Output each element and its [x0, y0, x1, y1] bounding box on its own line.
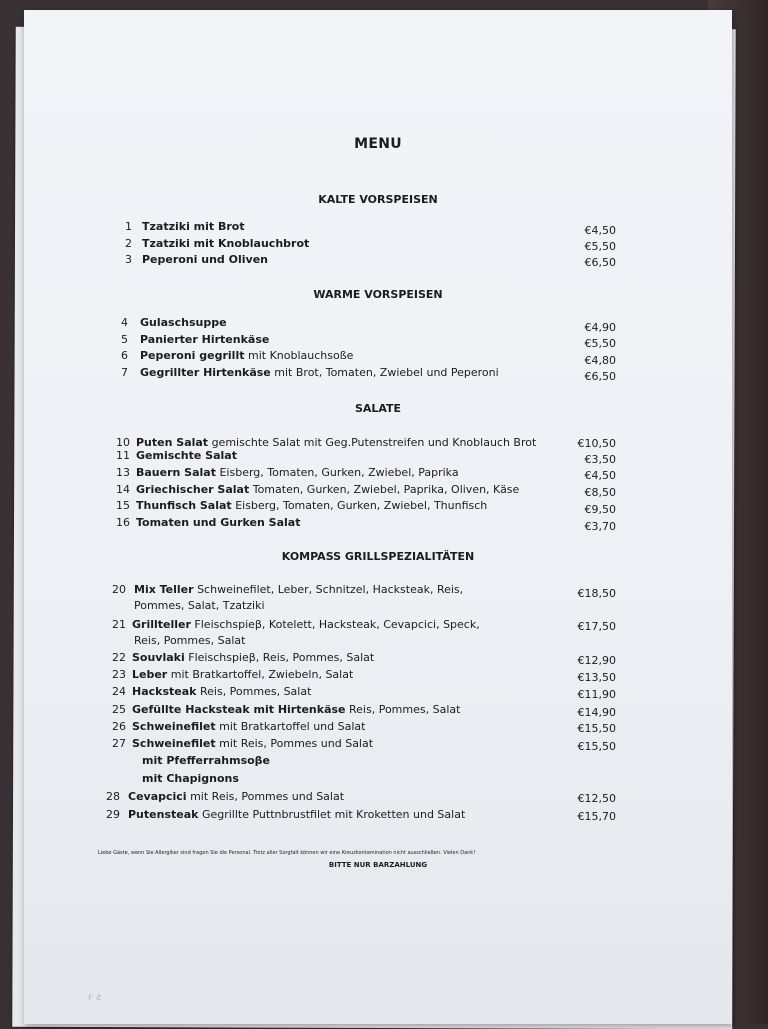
item-number: 7 [121, 366, 128, 379]
item-price: €15,50 [577, 722, 616, 735]
item-description: Eisberg, Tomaten, Gurken, Zwiebel, Paprika [219, 466, 459, 479]
item-number: 28 [106, 790, 120, 803]
item-number: 1 [125, 220, 132, 233]
item-number: 5 [121, 333, 128, 346]
item-description-continued: Pommes, Salat, Tzatziki [134, 599, 265, 612]
item-name: Schweinefilet [132, 737, 216, 750]
section-heading-grillspezialitaeten: KOMPASS GRILLSPEZIALITÄTEN [281, 550, 475, 563]
item-price: €13,50 [577, 671, 616, 684]
item-name: Gegrillter Hirtenkäse [140, 366, 271, 379]
item-name: Cevapcici [128, 790, 187, 803]
item-price: €3,50 [584, 453, 616, 466]
section-heading-kalte-vorspeisen: KALTE VORSPEISEN [318, 193, 438, 206]
item-description: mit Knoblauchsoße [247, 349, 354, 362]
item-number: 3 [125, 253, 132, 266]
item-price: €9,50 [584, 503, 616, 516]
item-number: 10 [116, 436, 130, 449]
item-description: mit Reis, Pommes und Salat [219, 737, 374, 750]
item-description: Fleischspieβ, Reis, Pommes, Salat [188, 651, 375, 664]
item-number: 23 [112, 668, 126, 681]
section-heading-warme-vorspeisen: WARME VORSPEISEN [313, 288, 443, 301]
item-name: Leber [132, 668, 168, 681]
item-description: Reis, Pommes, Salat [349, 703, 461, 716]
item-description: Schweinefilet, Leber, Schnitzel, Hacksteak, Reis, [197, 583, 464, 596]
item-option: mit Chapignons [142, 772, 239, 785]
item-price: €5,50 [584, 337, 616, 350]
payment-note: BITTE NUR BARZAHLUNG [328, 861, 428, 869]
item-price: €18,50 [577, 587, 616, 600]
item-name: Gefüllte Hacksteak mit Hirtenkäse [132, 703, 346, 716]
item-description: Fleischspieβ, Kotelett, Hacksteak, Cevapcici, Speck, [194, 618, 480, 631]
item-number: 24 [112, 685, 126, 698]
item-price: €15,50 [577, 740, 616, 753]
item-number: 11 [116, 449, 130, 462]
item-number: 13 [116, 466, 130, 479]
item-description: Eisberg, Tomaten, Gurken, Zwiebel, Thunfisch [235, 499, 488, 512]
item-price: €15,70 [577, 810, 616, 823]
item-price: €12,50 [577, 792, 616, 805]
item-name: Puten Salat [136, 436, 209, 449]
item-number: 20 [112, 583, 126, 596]
item-price: €3,70 [584, 520, 616, 533]
allergy-note: Liebe Gäste, wenn Sie Allergiker sind fragen Sie die Personal. Trotz aller Sorgfalt können wir eine Kreuzkontamination nicht ausschließen. Vielen Dank! [98, 850, 476, 856]
item-price: €8,50 [584, 486, 616, 499]
item-price: €11,90 [577, 688, 616, 701]
menu-title: MENU [354, 136, 402, 152]
item-number: 27 [112, 737, 126, 750]
item-price: €14,90 [577, 706, 616, 719]
item-price: €4,50 [584, 224, 616, 237]
item-name: Souvlaki [132, 651, 185, 664]
item-price: €17,50 [577, 620, 616, 633]
menu-page [24, 10, 732, 1024]
item-number: 2 [125, 237, 132, 250]
item-price: €6,50 [584, 370, 616, 383]
item-price: €4,90 [584, 321, 616, 334]
item-name: Panierter Hirtenkäse [140, 333, 270, 346]
item-description: Tomaten, Gurken, Zwiebel, Paprika, Oliven, Käse [252, 483, 520, 496]
item-name: Tzatziki mit Knoblauchbrot [142, 237, 310, 250]
item-number: 29 [106, 808, 120, 821]
item-description: mit Reis, Pommes und Salat [190, 790, 345, 803]
item-description: gemischte Salat mit Geg.Putenstreifen und Knoblauch Brot [211, 436, 537, 449]
item-price: €12,90 [577, 654, 616, 667]
item-description: Gegrillte Puttnbrustfilet mit Kroketten und Salat [201, 808, 466, 821]
item-name: Peperoni und Oliven [142, 253, 268, 266]
item-name: Schweinefilet [132, 720, 216, 733]
item-description: mit Brot, Tomaten, Zwiebel und Peperoni [274, 366, 499, 379]
item-name: Tzatziki mit Brot [142, 220, 245, 233]
item-description: mit Bratkartoffel und Salat [219, 720, 366, 733]
item-name: Gulaschsuppe [140, 316, 227, 329]
item-number: 21 [112, 618, 126, 631]
item-number: 16 [116, 516, 130, 529]
item-price: €10,50 [577, 437, 616, 450]
item-number: 25 [112, 703, 126, 716]
item-description: mit Bratkartoffel, Zwiebeln, Salat [170, 668, 354, 681]
item-number: 22 [112, 651, 126, 664]
item-option: mit Pfefferrahmsoβe [142, 754, 271, 767]
item-name: Gemischte Salat [136, 449, 237, 462]
item-description: Reis, Pommes, Salat [199, 685, 312, 698]
item-price: €6,50 [584, 256, 616, 269]
item-number: 6 [121, 349, 128, 362]
item-name: Thunfisch Salat [136, 499, 232, 512]
item-name: Putensteak [128, 808, 199, 821]
item-name: Griechischer Salat [136, 483, 250, 496]
item-price: €4,50 [584, 469, 616, 482]
item-name: Hacksteak [132, 685, 197, 698]
item-name: Peperoni gegrillt [140, 349, 245, 362]
item-number: 15 [116, 499, 130, 512]
item-name: Tomaten und Gurken Salat [136, 516, 301, 529]
item-name: Mix Teller [134, 583, 194, 596]
item-price: €5,50 [584, 240, 616, 253]
item-description-continued: Reis, Pommes, Salat [134, 634, 246, 647]
section-heading-salate: SALATE [354, 402, 402, 415]
item-price: €4,80 [584, 354, 616, 367]
item-name: Bauern Salat [136, 466, 216, 479]
item-number: 14 [116, 483, 130, 496]
item-number: 4 [121, 316, 128, 329]
item-number: 26 [112, 720, 126, 733]
item-name: Grillteller [132, 618, 191, 631]
pencil-mark: ꜰ ƨ [88, 992, 102, 1003]
